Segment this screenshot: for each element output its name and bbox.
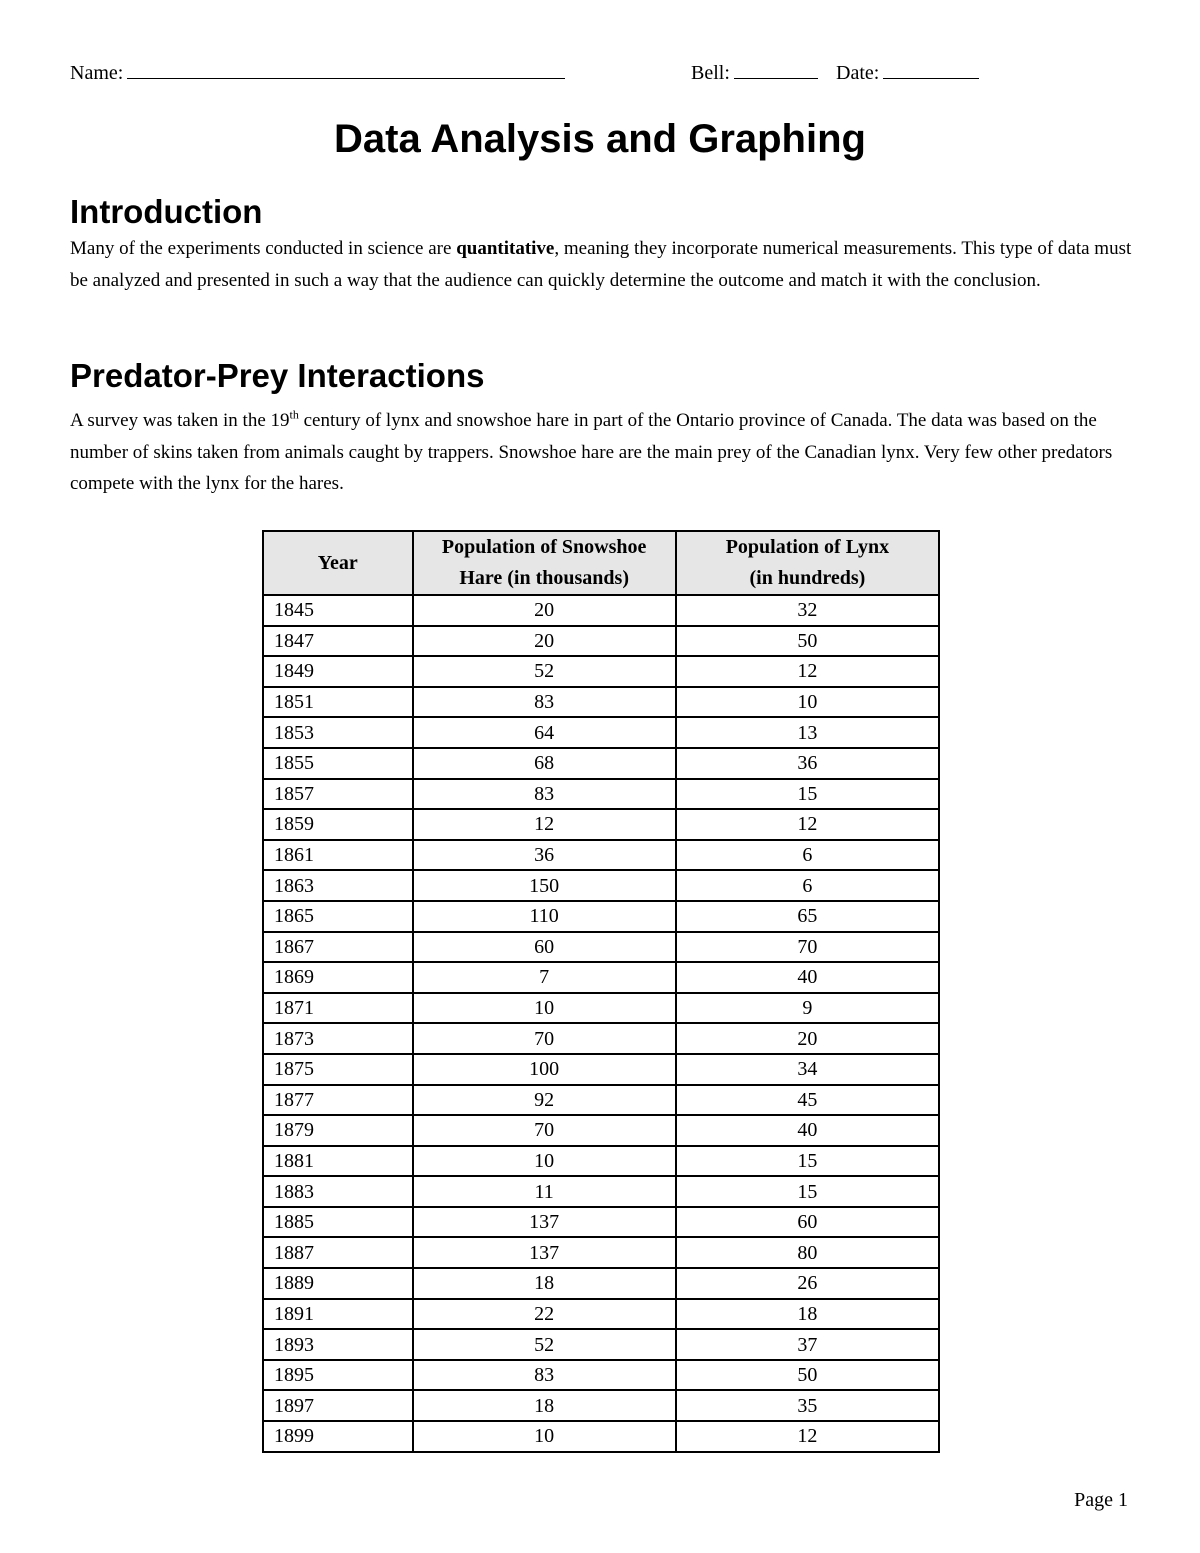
year-cell: 1897: [263, 1390, 413, 1421]
year-cell: 1845: [263, 595, 413, 626]
hare-cell: 36: [413, 840, 676, 871]
table-row: [263, 656, 939, 687]
hare-cell: 68: [413, 748, 676, 779]
introduction-paragraph: [70, 233, 1135, 296]
hare-cell: 18: [413, 1268, 676, 1299]
predator-prey-paragraph: [70, 405, 1135, 500]
table-row: [263, 870, 939, 901]
hare-cell: 12: [413, 809, 676, 840]
year-cell: 1877: [263, 1085, 413, 1116]
hare-cell: 64: [413, 717, 676, 748]
hare-cell: 52: [413, 656, 676, 687]
lynx-cell: 13: [676, 717, 939, 748]
table-row: [263, 1268, 939, 1299]
lynx-cell: 65: [676, 901, 939, 932]
year-cell: 1881: [263, 1146, 413, 1177]
predator-prey-heading: Predator-Prey Interactions: [70, 357, 485, 394]
lynx-cell: 45: [676, 1085, 939, 1116]
intro-text-after: , meaning they incorporate numerical measurements. This type of data must be analyzed and presented in such a way that the audience can quickly determine the outcome and match it with the conclusion.: [70, 238, 1132, 291]
year-cell: 1861: [263, 840, 413, 871]
table-header-row: [263, 531, 939, 595]
lynx-cell: 80: [676, 1237, 939, 1268]
lynx-cell: 50: [676, 1360, 939, 1391]
lynx-cell: 40: [676, 962, 939, 993]
lynx-cell: 12: [676, 809, 939, 840]
hare-cell: 137: [413, 1207, 676, 1238]
lynx-cell: 15: [676, 779, 939, 810]
table-row: [263, 1054, 939, 1085]
table-row: [263, 1421, 939, 1452]
header-fields: [70, 58, 1130, 88]
table-row: [263, 1299, 939, 1330]
hare-cell: 20: [413, 595, 676, 626]
table-row: [263, 1115, 939, 1146]
table-row: [263, 993, 939, 1024]
page-number: Page 1: [1074, 1489, 1128, 1511]
table-row: [263, 779, 939, 810]
hare-cell: 137: [413, 1237, 676, 1268]
year-cell: 1857: [263, 779, 413, 810]
year-cell: 1875: [263, 1054, 413, 1085]
table-row: [263, 748, 939, 779]
bell-label: Bell:: [691, 62, 730, 84]
hare-cell: 60: [413, 932, 676, 963]
hare-cell: 7: [413, 962, 676, 993]
hare-cell: 100: [413, 1054, 676, 1085]
lynx-cell: 10: [676, 687, 939, 718]
lynx-cell: 12: [676, 1421, 939, 1452]
year-cell: 1891: [263, 1299, 413, 1330]
hare-column-header: [413, 531, 676, 595]
lynx-column-header: [676, 531, 939, 595]
hare-cell: 18: [413, 1390, 676, 1421]
year-cell: 1871: [263, 993, 413, 1024]
table-row: [263, 687, 939, 718]
lynx-cell: 12: [676, 656, 939, 687]
hare-cell: 83: [413, 779, 676, 810]
year-cell: 1895: [263, 1360, 413, 1391]
pp-text-after: century of lynx and snowshoe hare in part of the Ontario province of Canada. The data was based on the number of skins taken from animals caught by trappers. Snowshoe hare are the main prey of the Canadian lynx. Very few other predators compete with the lynx for the hares.: [70, 410, 1113, 494]
lynx-header-line2: (in hundreds): [749, 567, 866, 589]
name-label: Name:: [70, 62, 124, 84]
lynx-header-line1: Population of Lynx: [725, 536, 890, 558]
hare-cell: 20: [413, 626, 676, 657]
table-row: [263, 595, 939, 626]
hare-cell: 70: [413, 1115, 676, 1146]
year-cell: 1851: [263, 687, 413, 718]
pp-superscript: th: [289, 407, 299, 422]
hare-cell: 11: [413, 1176, 676, 1207]
year-cell: 1853: [263, 717, 413, 748]
year-cell: 1869: [263, 962, 413, 993]
table-row: [263, 1360, 939, 1391]
lynx-cell: 60: [676, 1207, 939, 1238]
table-row: [263, 1146, 939, 1177]
hare-cell: 10: [413, 1421, 676, 1452]
year-cell: 1863: [263, 870, 413, 901]
lynx-cell: 32: [676, 595, 939, 626]
intro-bold-term: quantitative: [456, 238, 555, 259]
year-cell: 1865: [263, 901, 413, 932]
hare-cell: 70: [413, 1023, 676, 1054]
table-row: [263, 1237, 939, 1268]
table-row: [263, 1390, 939, 1421]
lynx-cell: 50: [676, 626, 939, 657]
year-cell: 1889: [263, 1268, 413, 1299]
lynx-cell: 26: [676, 1268, 939, 1299]
lynx-cell: 15: [676, 1176, 939, 1207]
bell-field[interactable]: [691, 58, 818, 88]
introduction-heading: Introduction: [70, 193, 263, 230]
table-row: [263, 1207, 939, 1238]
year-cell: 1899: [263, 1421, 413, 1452]
hare-cell: 52: [413, 1329, 676, 1360]
date-blank[interactable]: [883, 58, 979, 79]
lynx-cell: 40: [676, 1115, 939, 1146]
lynx-cell: 70: [676, 932, 939, 963]
hare-cell: 92: [413, 1085, 676, 1116]
bell-blank[interactable]: [734, 58, 818, 79]
table-row: [263, 840, 939, 871]
table-body: [263, 595, 939, 1452]
table-row: [263, 626, 939, 657]
year-column-header: Year: [263, 531, 413, 595]
lynx-cell: 15: [676, 1146, 939, 1177]
year-cell: 1847: [263, 626, 413, 657]
table-row: [263, 1329, 939, 1360]
lynx-cell: 6: [676, 840, 939, 871]
hare-cell: 83: [413, 1360, 676, 1391]
year-cell: 1885: [263, 1207, 413, 1238]
lynx-cell: 36: [676, 748, 939, 779]
lynx-cell: 34: [676, 1054, 939, 1085]
hare-cell: 10: [413, 1146, 676, 1177]
date-label: Date:: [836, 62, 880, 84]
year-cell: 1883: [263, 1176, 413, 1207]
name-blank[interactable]: [127, 58, 565, 79]
year-cell: 1873: [263, 1023, 413, 1054]
year-cell: 1855: [263, 748, 413, 779]
date-field[interactable]: [836, 58, 979, 88]
year-cell: 1867: [263, 932, 413, 963]
table-row: [263, 717, 939, 748]
table-row: [263, 1176, 939, 1207]
hare-header-line1: Population of Snowshoe: [441, 536, 647, 558]
table-row: [263, 932, 939, 963]
lynx-cell: 37: [676, 1329, 939, 1360]
lynx-cell: 20: [676, 1023, 939, 1054]
year-cell: 1893: [263, 1329, 413, 1360]
hare-cell: 150: [413, 870, 676, 901]
name-field[interactable]: [70, 58, 565, 88]
hare-header-line2: Hare (in thousands): [459, 567, 629, 589]
year-cell: 1887: [263, 1237, 413, 1268]
lynx-cell: 6: [676, 870, 939, 901]
lynx-cell: 35: [676, 1390, 939, 1421]
year-cell: 1859: [263, 809, 413, 840]
table-row: [263, 962, 939, 993]
intro-text-before: Many of the experiments conducted in science are: [70, 238, 457, 259]
hare-cell: 83: [413, 687, 676, 718]
population-table: [262, 530, 940, 1453]
lynx-cell: 9: [676, 993, 939, 1024]
table-row: [263, 901, 939, 932]
pp-text-before: A survey was taken in the 19: [70, 410, 290, 431]
hare-cell: 10: [413, 993, 676, 1024]
table-row: [263, 809, 939, 840]
year-cell: 1849: [263, 656, 413, 687]
year-cell: 1879: [263, 1115, 413, 1146]
hare-cell: 22: [413, 1299, 676, 1330]
table-row: [263, 1023, 939, 1054]
lynx-cell: 18: [676, 1299, 939, 1330]
table-row: [263, 1085, 939, 1116]
hare-cell: 110: [413, 901, 676, 932]
page-title: Data Analysis and Graphing: [334, 117, 866, 161]
